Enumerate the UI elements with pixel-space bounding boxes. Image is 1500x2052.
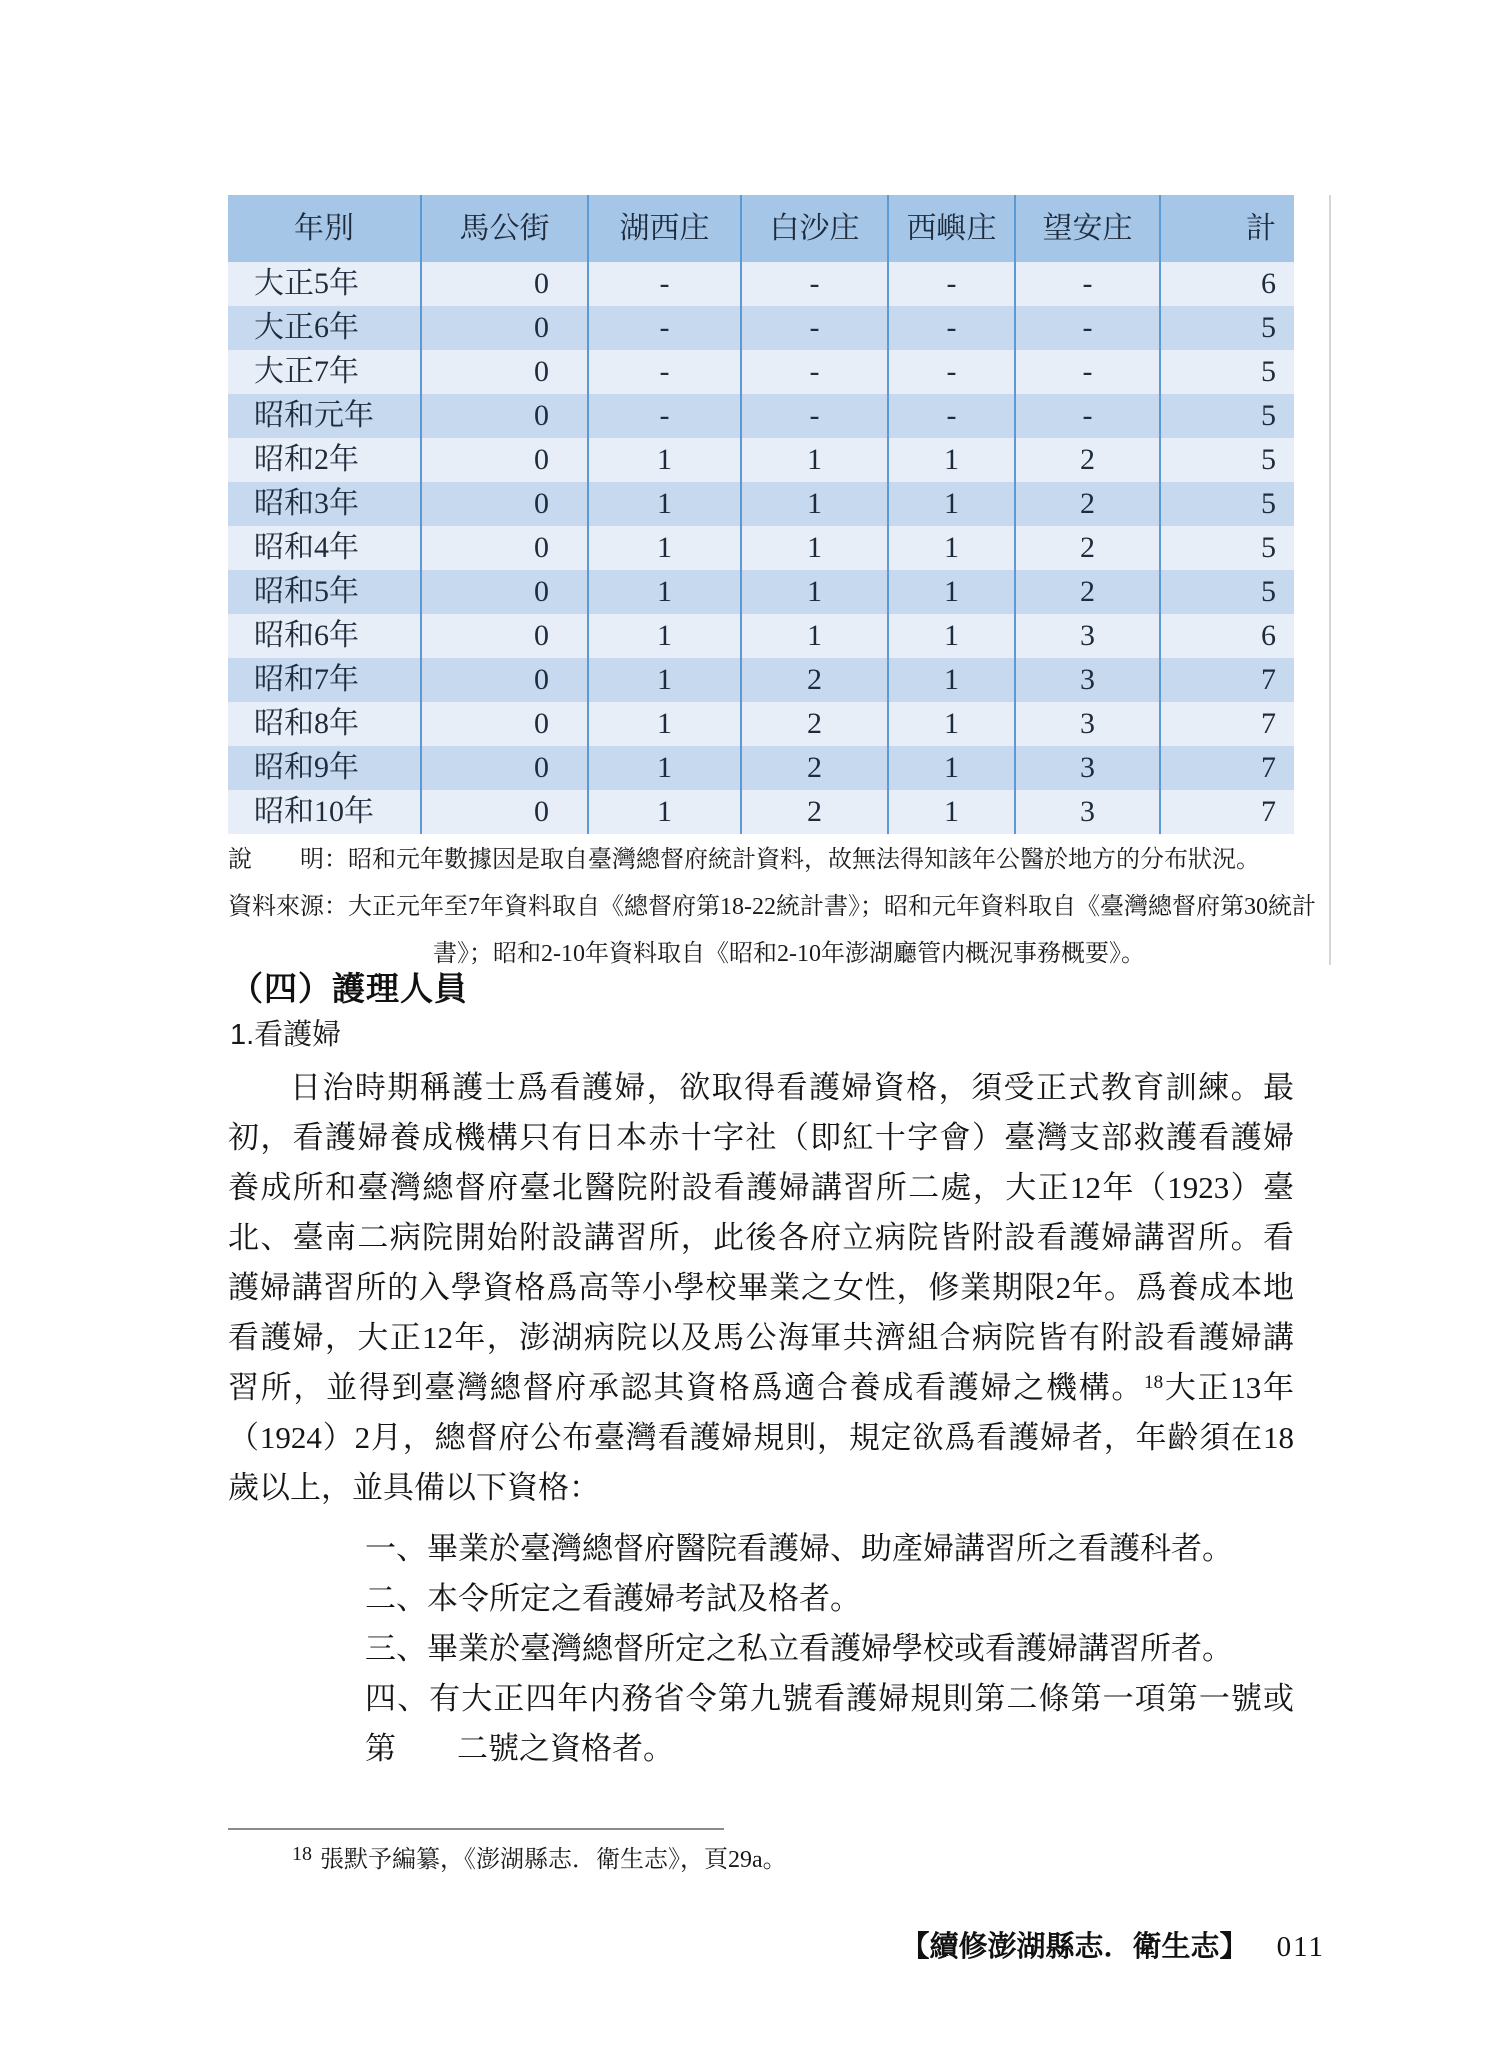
value-cell: 1 bbox=[887, 614, 1014, 658]
value-cell: - bbox=[887, 306, 1014, 350]
table-note-source-line1: 資料來源：大正元年至7年資料取自《總督府第18-22統計書》；昭和元年資料取自《臺灣總督府第30統計 bbox=[228, 894, 1316, 920]
paragraph-line: 日治時期稱護士爲看護婦，欲取得看護婦資格，須受正式教育訓練。最 bbox=[290, 1070, 1294, 1105]
value-cell: - bbox=[587, 350, 740, 394]
value-cell: 0 bbox=[420, 570, 587, 614]
value-cell: 0 bbox=[420, 350, 587, 394]
value-cell: 1 bbox=[587, 746, 740, 790]
table-header-xiyu: 西嶼庄 bbox=[887, 195, 1014, 262]
value-cell: 5 bbox=[1159, 482, 1294, 526]
value-cell: 5 bbox=[1159, 394, 1294, 438]
value-cell: 7 bbox=[1159, 746, 1294, 790]
value-cell: 0 bbox=[420, 658, 587, 702]
table-row bbox=[228, 438, 1294, 482]
value-cell: - bbox=[587, 394, 740, 438]
value-cell: 2 bbox=[1014, 570, 1159, 614]
value-cell: 1 bbox=[740, 482, 887, 526]
value-cell: 1 bbox=[740, 614, 887, 658]
value-cell: 1 bbox=[740, 526, 887, 570]
value-cell: 2 bbox=[740, 658, 887, 702]
table-header-wangan: 望安庄 bbox=[1014, 195, 1159, 262]
footnote bbox=[292, 1845, 787, 1876]
year-cell: 昭和元年 bbox=[254, 399, 374, 432]
year-cell: 昭和10年 bbox=[254, 795, 374, 828]
value-cell: 1 bbox=[887, 482, 1014, 526]
table-header-huxi: 湖西庄 bbox=[587, 195, 740, 262]
table-note-explanation: 說 明：昭和元年數據因是取自臺灣總督府統計資料，故無法得知該年公醫於地方的分布狀況。 bbox=[228, 847, 1260, 873]
value-cell: 0 bbox=[420, 790, 587, 834]
section-heading: （四）護理人員 bbox=[230, 970, 468, 1007]
value-cell: 0 bbox=[420, 306, 587, 350]
table-row bbox=[228, 262, 1294, 306]
value-cell: 6 bbox=[1159, 262, 1294, 306]
value-cell: 1 bbox=[887, 790, 1014, 834]
table-header-makung: 馬公街 bbox=[420, 195, 587, 262]
table-row bbox=[228, 614, 1294, 658]
value-cell: 0 bbox=[420, 526, 587, 570]
scan-edge-artifact bbox=[1329, 195, 1331, 965]
paragraph-line: 歲以上，並具備以下資格： bbox=[228, 1470, 600, 1505]
value-cell: 2 bbox=[740, 746, 887, 790]
value-cell: - bbox=[1014, 262, 1159, 306]
value-cell: 1 bbox=[740, 438, 887, 482]
value-cell: 5 bbox=[1159, 350, 1294, 394]
value-cell: 1 bbox=[587, 702, 740, 746]
footer-page-number: 011 bbox=[1276, 1931, 1325, 1963]
paragraph-line: （1924）2月，總督府公布臺灣看護婦規則，規定欲爲看護婦者，年齡須在18 bbox=[228, 1420, 1294, 1455]
table-row bbox=[228, 306, 1294, 350]
value-cell: 2 bbox=[1014, 438, 1159, 482]
value-cell: 1 bbox=[887, 438, 1014, 482]
value-cell: 5 bbox=[1159, 570, 1294, 614]
value-cell: 1 bbox=[587, 438, 740, 482]
value-cell: 3 bbox=[1014, 658, 1159, 702]
value-cell: 0 bbox=[420, 702, 587, 746]
value-cell: 0 bbox=[420, 262, 587, 306]
value-cell: 1 bbox=[587, 790, 740, 834]
value-cell: 5 bbox=[1159, 306, 1294, 350]
year-cell: 大正5年 bbox=[254, 267, 359, 300]
value-cell: 2 bbox=[1014, 526, 1159, 570]
value-cell: 1 bbox=[887, 658, 1014, 702]
table-row bbox=[228, 658, 1294, 702]
value-cell: 0 bbox=[420, 482, 587, 526]
value-cell: 0 bbox=[420, 438, 587, 482]
value-cell: 3 bbox=[1014, 790, 1159, 834]
list-item: 一、畢業於臺灣總督府醫院看護婦、助產婦講習所之看護科者。 bbox=[365, 1531, 1233, 1566]
table-note-source-line2: 書》；昭和2-10年資料取自《昭和2-10年澎湖廳管内概況事務概要》。 bbox=[433, 941, 1145, 967]
year-cell: 昭和7年 bbox=[254, 663, 359, 696]
table-header-total: 計 bbox=[1159, 195, 1294, 262]
value-cell: 3 bbox=[1014, 614, 1159, 658]
value-cell: - bbox=[740, 306, 887, 350]
table-header-row bbox=[228, 195, 1294, 262]
paragraph-text: 習所，並得到臺灣總督府承認其資格爲適合養成看護婦之機構。 bbox=[228, 1370, 1145, 1405]
year-cell: 昭和6年 bbox=[254, 619, 359, 652]
list-item: 四、有大正四年内務省令第九號看護婦規則第二條第一項第一號或第 bbox=[365, 1681, 1294, 1766]
value-cell: 1 bbox=[587, 570, 740, 614]
list-item: 二、本令所定之看護婦考試及格者。 bbox=[365, 1581, 861, 1616]
value-cell: 7 bbox=[1159, 790, 1294, 834]
paragraph-line: 養成所和臺灣總督府臺北醫院附設看護婦講習所二處，大正12年（1923）臺 bbox=[228, 1170, 1294, 1205]
paragraph-line-with-footnote bbox=[228, 1363, 1294, 1413]
year-cell: 昭和9年 bbox=[254, 751, 359, 784]
value-cell: 1 bbox=[587, 482, 740, 526]
value-cell: 1 bbox=[887, 526, 1014, 570]
footer-book-title: 【續修澎湖縣志．衛生志】 bbox=[900, 1931, 1249, 1963]
qualification-list bbox=[228, 1524, 1294, 1774]
value-cell: 1 bbox=[887, 746, 1014, 790]
value-cell: 1 bbox=[587, 614, 740, 658]
value-cell: 7 bbox=[1159, 702, 1294, 746]
footnote-marker: 18 bbox=[292, 1843, 312, 1865]
value-cell: - bbox=[1014, 350, 1159, 394]
year-cell: 昭和5年 bbox=[254, 575, 359, 608]
year-cell: 昭和4年 bbox=[254, 531, 359, 564]
list-item-continuation: 二號之資格者。 bbox=[457, 1731, 674, 1766]
value-cell: 0 bbox=[420, 394, 587, 438]
table-row bbox=[228, 350, 1294, 394]
subsection-heading: 1.看護婦 bbox=[230, 1019, 342, 1051]
paragraph-text: 大正13年 bbox=[1163, 1370, 1294, 1405]
value-cell: - bbox=[740, 350, 887, 394]
paragraph-line: 護婦講習所的入學資格爲高等小學校畢業之女性，修業期限2年。爲養成本地 bbox=[228, 1270, 1294, 1305]
value-cell: 6 bbox=[1159, 614, 1294, 658]
value-cell: 0 bbox=[420, 614, 587, 658]
value-cell: 3 bbox=[1014, 746, 1159, 790]
footnote-reference: 18 bbox=[1144, 1372, 1164, 1393]
value-cell: 7 bbox=[1159, 658, 1294, 702]
table-row bbox=[228, 570, 1294, 614]
value-cell: - bbox=[740, 262, 887, 306]
year-cell: 大正7年 bbox=[254, 355, 359, 388]
value-cell: 3 bbox=[1014, 702, 1159, 746]
value-cell: 2 bbox=[1014, 482, 1159, 526]
value-cell: - bbox=[887, 262, 1014, 306]
value-cell: 1 bbox=[587, 526, 740, 570]
value-cell: 1 bbox=[740, 570, 887, 614]
body-paragraph bbox=[228, 1063, 1294, 1513]
paragraph-line: 北、臺南二病院開始附設講習所，此後各府立病院皆附設看護婦講習所。看 bbox=[228, 1220, 1294, 1255]
year-cell: 大正6年 bbox=[254, 311, 359, 344]
value-cell: - bbox=[1014, 394, 1159, 438]
value-cell: 1 bbox=[887, 702, 1014, 746]
list-item: 三、畢業於臺灣總督所定之私立看護婦學校或看護婦講習所者。 bbox=[365, 1631, 1233, 1666]
table-header-year: 年別 bbox=[294, 211, 354, 245]
table-body bbox=[228, 262, 1294, 834]
value-cell: - bbox=[587, 262, 740, 306]
footnote-text: 張默予編纂，《澎湖縣志．衛生志》，頁29a。 bbox=[320, 1847, 787, 1873]
value-cell: 2 bbox=[740, 790, 887, 834]
value-cell: - bbox=[740, 394, 887, 438]
page-footer bbox=[901, 1924, 1325, 1965]
paragraph-line: 看護婦，大正12年，澎湖病院以及馬公海軍共濟組合病院皆有附設看護婦講 bbox=[228, 1320, 1294, 1355]
value-cell: 5 bbox=[1159, 526, 1294, 570]
value-cell: - bbox=[887, 350, 1014, 394]
value-cell: - bbox=[587, 306, 740, 350]
statistics-table bbox=[228, 195, 1294, 834]
year-cell: 昭和3年 bbox=[254, 487, 359, 520]
value-cell: - bbox=[887, 394, 1014, 438]
value-cell: 1 bbox=[887, 570, 1014, 614]
year-cell: 昭和2年 bbox=[254, 443, 359, 476]
value-cell: 0 bbox=[420, 746, 587, 790]
table-header-baisha: 白沙庄 bbox=[740, 195, 887, 262]
value-cell: 1 bbox=[587, 658, 740, 702]
footnote-divider bbox=[228, 1828, 724, 1830]
table-row bbox=[228, 702, 1294, 746]
year-cell: 昭和8年 bbox=[254, 707, 359, 740]
value-cell: 5 bbox=[1159, 438, 1294, 482]
table-row bbox=[228, 526, 1294, 570]
table-row bbox=[228, 790, 1294, 834]
value-cell: 2 bbox=[740, 702, 887, 746]
table-row bbox=[228, 394, 1294, 438]
table-row bbox=[228, 746, 1294, 790]
value-cell: - bbox=[1014, 306, 1159, 350]
table-row bbox=[228, 482, 1294, 526]
paragraph-line: 初，看護婦養成機構只有日本赤十字社（即紅十字會）臺灣支部救護看護婦 bbox=[228, 1120, 1294, 1155]
